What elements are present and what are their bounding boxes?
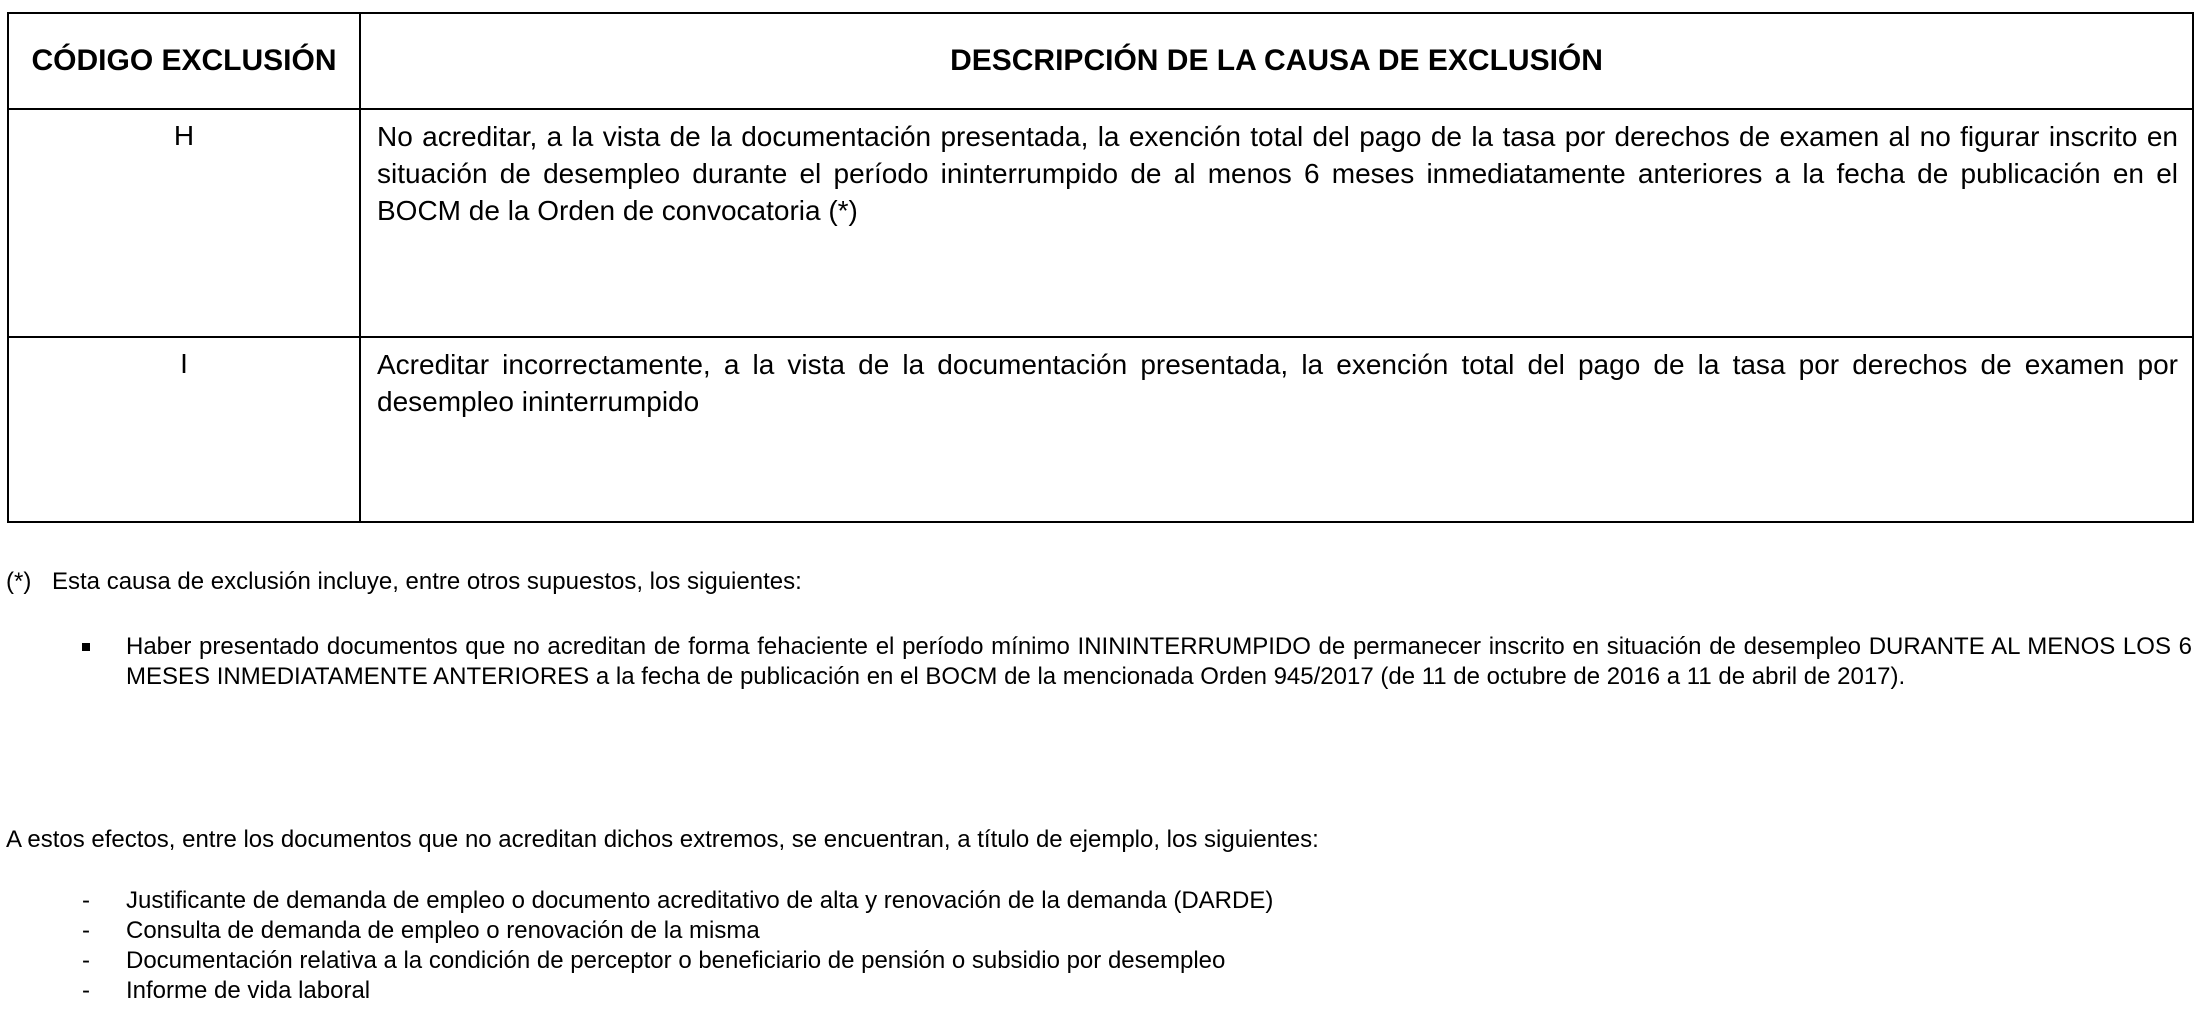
dash-icon: -: [82, 947, 90, 974]
list-item-text: Justificante de demanda de empleo o documento acreditativo de alta y renovación de la demanda (DARDE): [126, 887, 1274, 914]
footnote-text: Esta causa de exclusión incluye, entre otros supuestos, los siguientes:: [52, 568, 802, 595]
row-code: H: [8, 109, 360, 337]
row-description: Acreditar incorrectamente, a la vista de la documentación presentada, la exención total del pago de la tasa por derechos de examen por desempleo ininterrumpido: [360, 337, 2193, 522]
list-item-text: Documentación relativa a la condición de perceptor o beneficiario de pensión o subsidio por desempleo: [126, 947, 1226, 974]
footnote-marker: (*): [6, 568, 32, 595]
header-code: [8, 13, 360, 109]
header-description-label: DESCRIPCIÓN DE LA CAUSA DE EXCLUSIÓN: [950, 44, 1603, 77]
documents-list: [82, 886, 1273, 1006]
header-description: [360, 13, 2193, 109]
footnote: [6, 567, 802, 597]
table-header-row: [8, 13, 2193, 109]
table-row: [8, 109, 2193, 337]
examples-paragraph: A estos efectos, entre los documentos que no acreditan dichos extremos, se encuentran, a título de ejemplo, los siguientes:: [6, 826, 1319, 853]
dash-icon: -: [82, 887, 90, 914]
square-bullet-icon: [82, 643, 90, 651]
dash-icon: -: [82, 977, 90, 1004]
list-item: [82, 886, 1273, 916]
list-item-text: Consulta de demanda de empleo o renovación de la misma: [126, 917, 760, 944]
list-item: [82, 916, 1273, 946]
exclusion-table: [7, 12, 2194, 523]
header-code-label: CÓDIGO EXCLUSIÓN: [31, 44, 337, 77]
row-code: I: [8, 337, 360, 522]
bullet-item: [82, 632, 2192, 692]
list-item-text: Informe de vida laboral: [126, 977, 371, 1004]
list-item: [82, 946, 1273, 976]
row-description: No acreditar, a la vista de la documentación presentada, la exención total del pago de la tasa por derechos de examen al no figurar inscrito en situación de desempleo durante el período ininterrumpido de al menos 6 meses inmediatamente anteriores a la fecha de publicación en el BOCM de la Orden de convocatoria (*): [360, 109, 2193, 337]
table-row: [8, 337, 2193, 522]
bullet-text: Haber presentado documentos que no acreditan de forma fehaciente el período mínimo INININTERRUMPIDO de permanecer inscrito en situación de desempleo DURANTE AL MENOS LOS 6 MESES INMEDIATAMENTE ANTERIORES a la fecha de publicación en el BOCM de la mencionada Orden 945/2017 (de 11 de octubre de 2016 a 11 de abril de 2017).: [126, 633, 2192, 690]
list-item: [82, 976, 1273, 1006]
dash-icon: -: [82, 917, 90, 944]
